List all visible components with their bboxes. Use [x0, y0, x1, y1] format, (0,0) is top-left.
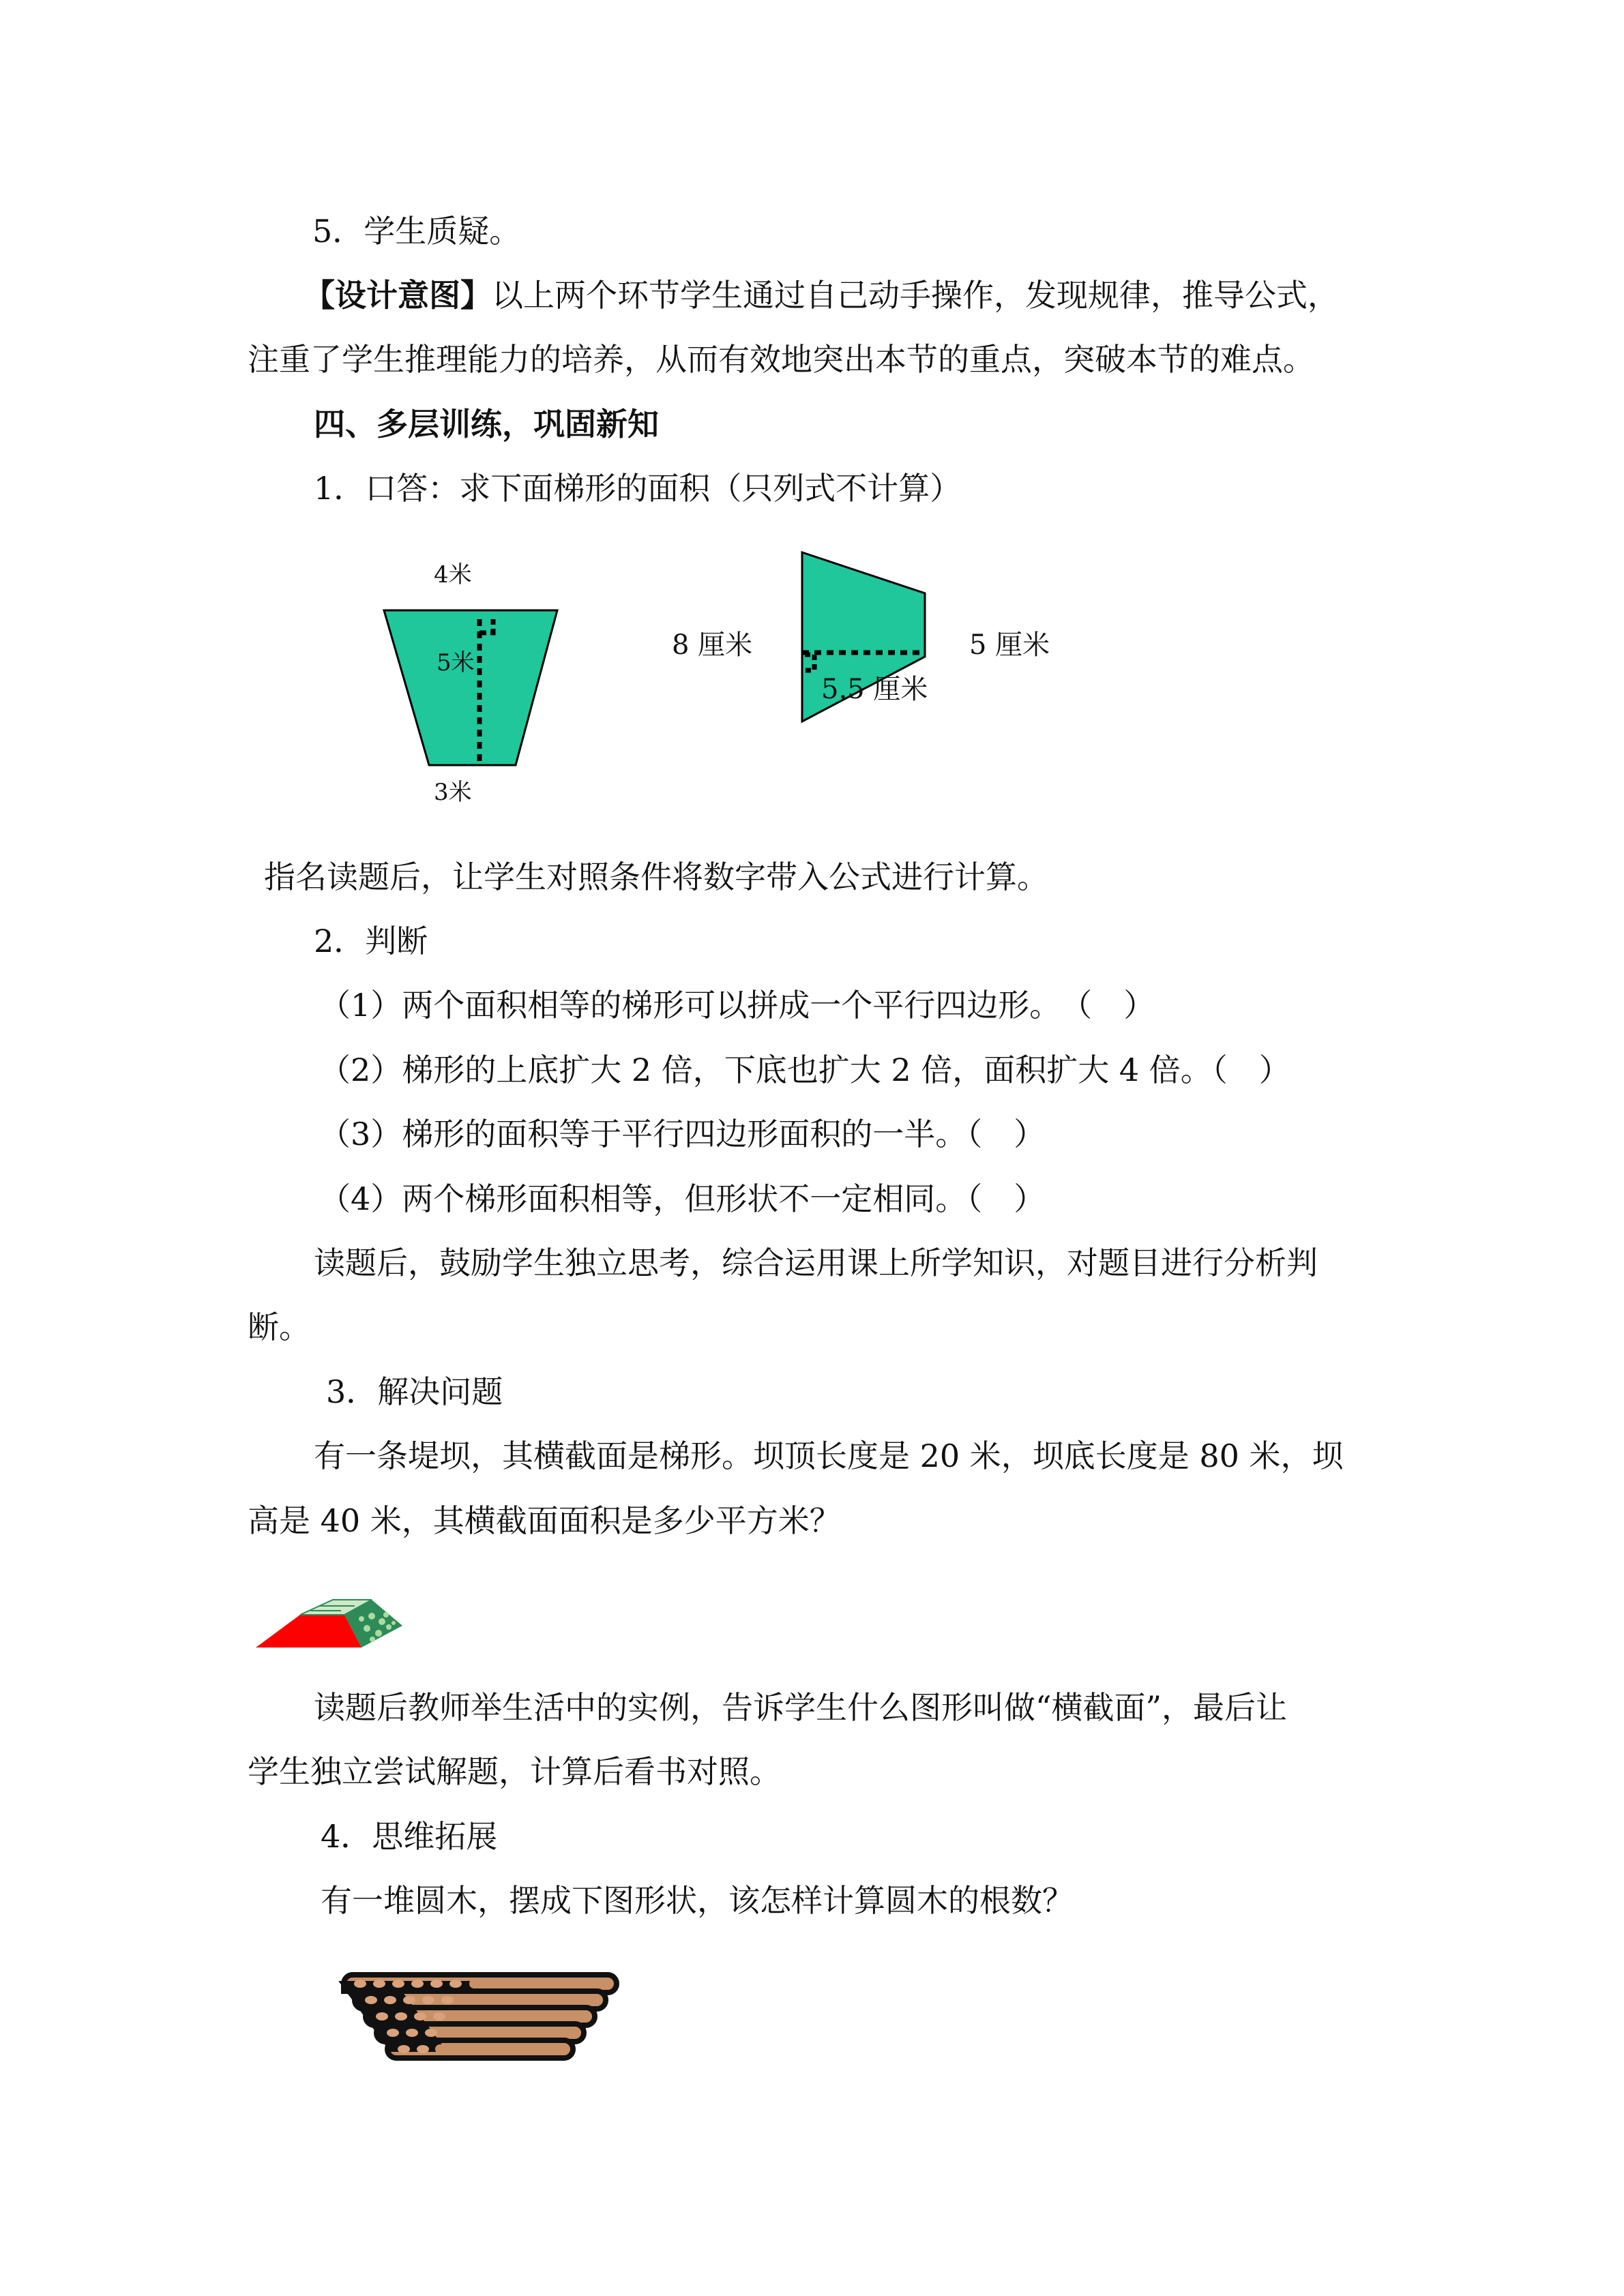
trapezoid-1-top-label: 4米 [434, 561, 472, 588]
design-intent-line-2: 注重了学生推理能力的培养，从而有效地突出本节的重点，突破本节的难点。 [248, 341, 1314, 378]
design-intent-text-1: 以上两个环节学生通过自己动手操作，发现规律，推导公式， [492, 277, 1339, 314]
design-intent-label: 【设计意图】 [304, 277, 492, 314]
section-heading: 四、多层训练，巩固新知 [314, 406, 659, 443]
question-2-instruction-2: 断。 [248, 1309, 310, 1345]
item-5: 5．学生质疑。 [312, 213, 521, 250]
judgement-1: （1）两个面积相等的梯形可以拼成一个平行四边形。 （ ） [319, 987, 1155, 1024]
question-1: 1．口答：求下面梯形的面积（只列式不计算） [314, 470, 962, 507]
trapezoid-2-height-label: 5.5 厘米 [821, 674, 928, 705]
question-2-instruction-1: 读题后，鼓励学生独立思考，综合运用课上所学知识，对题目进行分析判 [314, 1244, 1318, 1281]
question-1-instruction: 指名读题后，让学生对照条件将数字带入公式进行计算。 [264, 859, 1048, 895]
trapezoid-1-shape [382, 607, 566, 771]
design-intent-line-1 [304, 275, 1339, 316]
question-3-instruction-2: 学生独立尝试解题，计算后看书对照。 [248, 1753, 781, 1790]
question-3-instruction-1: 读题后教师举生活中的实例，告诉学生什么图形叫做“横截面”，最后让 [314, 1689, 1288, 1726]
judgement-2: （2）梯形的上底扩大 2 倍，下底也扩大 2 倍，面积扩大 4 倍。（ ） [319, 1052, 1290, 1088]
judgement-4: （4）两个梯形面积相等，但形状不一定相同。（ ） [319, 1180, 1046, 1217]
question-3-text-1: 有一条堤坝，其横截面是梯形。坝顶长度是 20 米，坝底长度是 80 米，坝 [314, 1437, 1344, 1474]
dam-picture [252, 1596, 409, 1664]
trapezoid-2-left-label: 8 厘米 [672, 629, 753, 661]
question-4-text: 有一堆圆木，摆成下图形状，该怎样计算圆木的根数？ [321, 1882, 1074, 1919]
log-pile-picture [340, 1971, 626, 2080]
question-3-text-2: 高是 40 米，其横截面面积是多少平方米？ [248, 1502, 841, 1539]
judgement-3: （3）梯形的面积等于平行四边形面积的一半。（ ） [319, 1116, 1046, 1152]
question-4: 4．思维拓展 [321, 1818, 498, 1855]
trapezoid-1-height-label: 5米 [437, 649, 475, 676]
trapezoid-1-bottom-label: 3米 [434, 779, 472, 806]
question-3: 3．解决问题 [326, 1373, 503, 1410]
question-2: 2．判断 [314, 923, 428, 959]
trapezoid-2-right-label: 5 厘米 [969, 629, 1050, 661]
